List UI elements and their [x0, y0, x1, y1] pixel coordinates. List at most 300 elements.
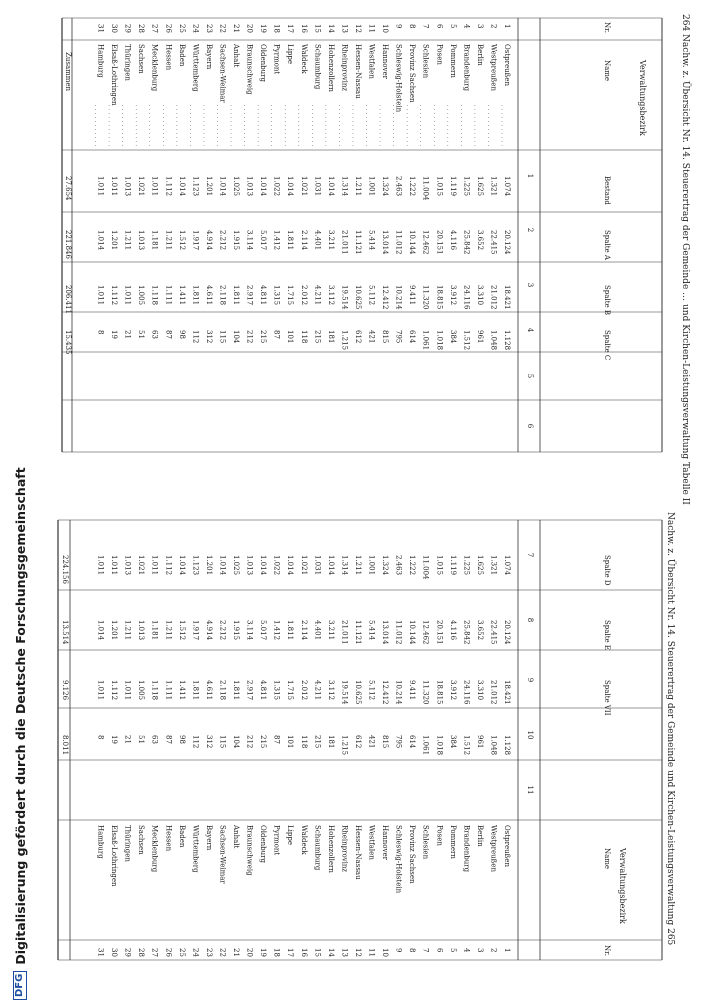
row-number: 16: [299, 948, 308, 957]
cell-value: 22.415: [489, 230, 498, 255]
row-number: 18: [272, 948, 281, 957]
cell-value: 12.462: [421, 620, 430, 645]
row-number: 21: [232, 948, 241, 957]
column-subheader: Nr.: [603, 22, 611, 33]
cell-value: 1.917: [191, 230, 200, 251]
cell-value: 2.917: [245, 285, 254, 306]
cell-value: 3.114: [245, 230, 254, 251]
row-name: Hannover: [381, 44, 390, 79]
row-number: 17: [286, 948, 295, 957]
cell-value: 1.014: [259, 176, 268, 197]
cell-value: 1.119: [448, 176, 457, 197]
row-number: 3: [475, 948, 484, 953]
cell-value: 1.201: [110, 230, 119, 251]
row-number: 20: [245, 948, 254, 957]
row-name: Pyrmont: [272, 44, 281, 75]
cell-value: 1.915: [232, 230, 241, 251]
cell-value: 1.014: [326, 176, 335, 197]
cell-value: 1.811: [286, 620, 295, 641]
row-number: 9: [394, 24, 403, 29]
cell-value: 21: [123, 330, 132, 339]
cell-value: 1.011: [96, 176, 105, 197]
cell-value: 1.014: [326, 555, 335, 576]
cell-value: 1.011: [96, 680, 105, 701]
row-name: Sachsen: [137, 44, 146, 74]
row-name: Hohenzollern: [326, 44, 335, 92]
table-row: [286, 555, 294, 957]
cell-value: 13.014: [381, 620, 390, 645]
cell-value: 12.462: [421, 230, 430, 255]
table-row: [326, 24, 335, 343]
table-row: [475, 24, 484, 343]
cell-value: 1.048: [489, 330, 498, 351]
cell-value: 1.111: [164, 285, 173, 306]
table-row: [434, 24, 443, 350]
cell-value: 1.112: [164, 176, 173, 197]
cell-value: 312: [204, 735, 213, 749]
row-number: 18: [272, 24, 281, 33]
cell-value: 1.013: [245, 176, 254, 197]
row-number: 14: [326, 24, 335, 33]
total-value: 221.846: [64, 230, 72, 259]
cell-value: 1.201: [204, 176, 213, 197]
cell-value: 1.811: [191, 680, 200, 701]
cell-value: 1.014: [218, 555, 227, 576]
cell-value: 1.211: [353, 555, 362, 576]
total-value: 8.011: [61, 735, 69, 756]
table-row: [340, 555, 348, 957]
column-number: 1: [526, 173, 534, 179]
cell-value: 8: [96, 735, 105, 740]
cell-value: 1.215: [340, 735, 349, 756]
cell-value: 1.211: [164, 230, 173, 251]
table-row: [218, 555, 226, 957]
cell-value: 4.914: [204, 230, 213, 251]
row-number: 19: [259, 24, 268, 33]
table-row: [461, 24, 470, 350]
total-value: 9.126: [61, 680, 69, 701]
cell-value: 24.116: [462, 680, 471, 705]
row-number: 1: [503, 948, 511, 953]
cell-value: 1.211: [123, 230, 132, 251]
row-name: Hamburg: [96, 44, 105, 78]
row-name: Baden: [177, 44, 186, 67]
table-row: [489, 555, 497, 952]
cell-value: 20.151: [435, 620, 444, 645]
cell-value: 87: [272, 330, 281, 339]
cell-value: 1.025: [232, 176, 241, 197]
cell-value: 1.011: [150, 555, 159, 576]
cell-value: 1.014: [286, 555, 295, 576]
row-number: 14: [326, 948, 335, 957]
cell-value: 10.214: [394, 680, 403, 705]
cell-value: 21.012: [489, 680, 498, 705]
cell-value: 1.412: [272, 620, 281, 641]
row-number: 3: [475, 24, 484, 29]
row-number: 28: [137, 948, 146, 957]
cell-value: 1.112: [164, 555, 173, 576]
cell-value: 112: [191, 735, 200, 749]
row-name: Schaumburg: [313, 44, 322, 90]
table-row: [476, 555, 484, 952]
cell-value: 795: [394, 735, 403, 749]
table-row: [178, 555, 186, 957]
row-number: 29: [123, 24, 132, 33]
row-number: 30: [110, 948, 119, 957]
cell-value: 1.005: [137, 285, 146, 306]
row-name: Provinz Sachsen: [408, 44, 417, 103]
row-name: Westfalen: [367, 825, 376, 860]
column-header-bezirk: Verwaltungsbezirk: [638, 60, 647, 136]
row-name: Hessen-Nassau: [353, 44, 362, 99]
table-row: [502, 24, 511, 350]
cell-value: 1.119: [448, 555, 457, 576]
row-name: Elsaß-Lothringen: [110, 825, 119, 887]
row-number: 28: [137, 24, 146, 33]
row-name: Braunschweig: [245, 825, 254, 876]
cell-value: 1.211: [164, 620, 173, 641]
row-number: 4: [462, 948, 471, 953]
cell-value: 612: [353, 330, 362, 344]
cell-value: 4.401: [313, 230, 322, 251]
table-row: [217, 24, 226, 343]
cell-value: 3.652: [475, 620, 484, 641]
cell-value: 181: [326, 330, 335, 344]
cell-value: 1.225: [462, 176, 471, 197]
row-number: 29: [123, 948, 132, 957]
row-number: 26: [164, 948, 173, 957]
cell-value: 118: [299, 735, 308, 749]
table-row: [205, 555, 213, 957]
cell-value: 87: [164, 735, 173, 744]
cell-value: 5.414: [367, 230, 376, 251]
cell-value: 1.321: [489, 555, 498, 576]
cell-value: 215: [259, 735, 268, 749]
row-name: Pyrmont: [272, 825, 281, 856]
row-number: 12: [353, 24, 362, 33]
row-name: Posen: [435, 44, 444, 65]
table-row: [300, 555, 308, 957]
cell-value: 115: [218, 735, 227, 749]
cell-value: 1.512: [462, 330, 471, 351]
column-subheader: Name: [603, 848, 611, 870]
table-row: [177, 24, 186, 339]
cell-value: 51: [137, 735, 146, 744]
cell-value: 1.811: [191, 285, 200, 306]
cell-value: 4.116: [448, 230, 457, 251]
funding-note: Digitalisierung gefördert durch die Deutsche Forschungsgemeinschaft: [12, 467, 28, 965]
cell-value: 1.811: [232, 680, 241, 701]
table-row: [353, 24, 362, 343]
cell-value: 11.121: [353, 230, 362, 255]
cell-value: 1.181: [150, 620, 159, 641]
row-name: Hessen-Nassau: [353, 825, 362, 880]
cell-value: 421: [367, 735, 376, 749]
cell-value: 11.012: [394, 230, 403, 255]
row-name: Berlin: [475, 825, 484, 847]
cell-value: 1.112: [110, 285, 119, 306]
row-name: Schlesien: [421, 825, 430, 860]
row-name: Schlesien: [421, 44, 430, 79]
cell-value: 25.842: [462, 620, 471, 645]
cell-value: 421: [367, 330, 376, 344]
row-name: Berlin: [475, 44, 484, 66]
cell-value: 1.001: [367, 176, 376, 197]
cell-value: 63: [150, 735, 159, 744]
cell-value: 101: [286, 735, 295, 749]
column-number: 10: [526, 730, 534, 740]
column-header-bezirk: Verwaltungsbezirk: [618, 848, 627, 924]
table-row: [151, 555, 159, 957]
cell-value: 2.463: [394, 555, 403, 576]
row-number: 19: [259, 948, 268, 957]
cell-value: 4.401: [313, 620, 322, 641]
row-name: Anhalt: [232, 825, 241, 849]
row-name: Württemberg: [191, 825, 200, 873]
cell-value: 1.123: [191, 176, 200, 197]
cell-value: 12.412: [381, 285, 390, 310]
table-row: [449, 555, 457, 952]
cell-value: 1.021: [137, 555, 146, 576]
row-name: Bayern: [204, 44, 213, 70]
row-number: 10: [381, 24, 390, 33]
cell-value: 1.211: [353, 176, 362, 197]
cell-value: 20.151: [435, 230, 444, 255]
cell-value: 4.811: [259, 285, 268, 306]
cell-value: 212: [245, 735, 254, 749]
cell-value: 10.144: [408, 620, 417, 645]
cell-value: 1.018: [435, 735, 444, 756]
row-name: Hessen: [164, 44, 173, 71]
row-number: 26: [164, 24, 173, 33]
row-name: Pommern: [448, 44, 457, 78]
cell-value: 3.310: [475, 285, 484, 306]
cell-value: 4.116: [448, 620, 457, 641]
table-row: [368, 555, 376, 957]
cell-value: 3.114: [245, 620, 254, 641]
column-subheader: Spalte A: [603, 230, 611, 260]
table-page-265: [58, 512, 677, 960]
column-number: 11: [526, 785, 534, 795]
row-name: Schaumburg: [313, 825, 322, 871]
cell-value: 4.811: [259, 680, 268, 701]
cell-value: 2.118: [218, 285, 227, 306]
cell-value: 215: [313, 735, 322, 749]
column-subheader: Bestand: [603, 176, 611, 205]
column-subheader: Spalte D: [603, 555, 611, 586]
row-number: 25: [177, 948, 186, 957]
row-name: Waldeck: [299, 825, 308, 855]
row-name: Sachsen-Weimar: [218, 44, 227, 103]
row-name: Hannover: [381, 825, 390, 860]
total-value: 27.654: [64, 176, 72, 201]
table-row: [259, 555, 267, 957]
table-row: [422, 555, 430, 952]
cell-value: 1.118: [150, 285, 159, 306]
column-subheader: Spalte VII: [603, 680, 611, 716]
cell-value: 1.315: [272, 680, 281, 701]
column-subheader: Spalte E: [603, 620, 611, 650]
column-number: 6: [526, 423, 534, 429]
cell-value: 5.112: [367, 285, 376, 306]
column-subheader: Spalte B: [603, 285, 611, 316]
cell-value: 4.611: [204, 285, 213, 306]
cell-value: 1.015: [435, 555, 444, 576]
cell-value: 5.017: [259, 620, 268, 641]
table-row: [448, 24, 457, 344]
cell-value: 2.114: [299, 620, 308, 641]
table-row: [272, 24, 281, 339]
cell-value: 961: [475, 735, 484, 749]
table-row: [150, 24, 159, 339]
row-name: Oldenburg: [259, 44, 268, 82]
row-number: 1: [503, 24, 511, 29]
cell-value: 181: [326, 735, 335, 749]
row-number: 23: [204, 24, 213, 33]
cell-value: 1.411: [177, 680, 186, 701]
row-number: 10: [381, 948, 390, 957]
row-number: 22: [218, 948, 227, 957]
cell-value: 1.022: [272, 555, 281, 576]
cell-value: 1.014: [177, 176, 186, 197]
table-row: [313, 555, 321, 957]
cell-value: 104: [232, 735, 241, 749]
cell-value: 19: [110, 735, 119, 744]
cell-value: 1.411: [177, 285, 186, 306]
column-number: 7: [526, 552, 534, 558]
row-name: Braunschweig: [245, 44, 254, 95]
table-row: [191, 555, 199, 957]
row-name: Hohenzollern: [326, 825, 335, 873]
table-row: [435, 555, 443, 953]
table-row: [190, 24, 199, 343]
cell-value: 1.625: [475, 555, 484, 576]
cell-value: 614: [408, 735, 417, 749]
cell-value: 1.011: [96, 555, 105, 576]
table-row: [258, 24, 267, 343]
cell-value: 3.912: [448, 285, 457, 306]
cell-value: 21.011: [340, 230, 349, 255]
table-row: [245, 24, 254, 343]
table-row: [96, 24, 105, 334]
cell-value: 20.124: [503, 230, 511, 255]
table-row: [408, 555, 416, 952]
row-number: 20: [245, 24, 254, 33]
row-number: 31: [96, 24, 105, 33]
total-value: 206.411: [64, 285, 72, 314]
row-name: Westpreußen: [489, 44, 498, 91]
table-row: [339, 24, 348, 350]
row-name: Württemberg: [191, 44, 200, 92]
column-number: 5: [526, 373, 534, 379]
row-name: Sachsen-Weimar: [218, 825, 227, 884]
cell-value: 19: [110, 330, 119, 339]
row-name: Lippe: [286, 825, 295, 845]
cell-value: 11.121: [353, 620, 362, 645]
cell-value: 1.011: [110, 176, 119, 197]
row-number: 17: [286, 24, 295, 33]
cell-value: 1.031: [313, 176, 322, 197]
row-number: 11: [367, 948, 376, 957]
table-row: [312, 24, 321, 343]
row-name: Oldenburg: [259, 825, 268, 863]
row-number: 7: [421, 948, 430, 953]
cell-value: 98: [177, 330, 186, 339]
dfg-logo: DFG: [13, 971, 27, 1000]
cell-value: 3.652: [475, 230, 484, 251]
cell-value: 2.463: [394, 176, 403, 197]
cell-value: 11.012: [394, 620, 403, 645]
column-number: 3: [526, 282, 534, 288]
column-subheader: Nr.: [603, 945, 611, 956]
table-row: [204, 24, 213, 343]
cell-value: 9.411: [408, 285, 417, 306]
total-value: 224.156: [61, 555, 69, 584]
row-number: 9: [394, 948, 403, 953]
cell-value: 3.211: [326, 620, 335, 641]
table-row: [367, 24, 376, 343]
table-row: [232, 555, 240, 957]
table-row: [137, 555, 145, 957]
row-number: 7: [421, 24, 430, 29]
cell-value: 1.324: [381, 176, 390, 197]
cell-value: 1.011: [123, 285, 132, 306]
cell-value: 612: [353, 735, 362, 749]
cell-value: 1.315: [272, 285, 281, 306]
cell-value: 1.074: [503, 176, 511, 197]
row-number: 24: [191, 948, 200, 957]
cell-value: 12.412: [381, 680, 390, 705]
cell-value: 1.021: [299, 555, 308, 576]
cell-value: 3.912: [448, 680, 457, 701]
row-number: 11: [367, 24, 376, 33]
cell-value: 1.201: [110, 620, 119, 641]
cell-value: 1.001: [367, 555, 376, 576]
cell-value: 1.014: [218, 176, 227, 197]
table-row: [109, 24, 118, 339]
row-number: 12: [353, 948, 362, 957]
cell-value: 3.112: [326, 285, 335, 306]
cell-value: 1.074: [503, 555, 511, 576]
table-row: [164, 555, 172, 957]
cell-value: 5.414: [367, 620, 376, 641]
column-number: 2: [526, 227, 534, 233]
cell-value: 1.222: [408, 176, 417, 197]
cell-value: 1.811: [232, 285, 241, 306]
cell-value: 21.011: [340, 620, 349, 645]
cell-value: 795: [394, 330, 403, 344]
table-row: [231, 24, 240, 344]
cell-value: 1.512: [177, 230, 186, 251]
cell-value: 2.012: [299, 285, 308, 306]
cell-value: 1.013: [123, 176, 132, 197]
column-number: 9: [526, 677, 534, 683]
cell-value: 1.011: [123, 680, 132, 701]
cell-value: 13.014: [381, 230, 390, 255]
cell-value: 2.917: [245, 680, 254, 701]
column-subheader: Spalte C: [603, 330, 611, 361]
cell-value: 11.004: [421, 555, 430, 580]
table-row: [407, 24, 416, 344]
table-row: [273, 555, 281, 957]
row-number: 21: [232, 24, 241, 33]
table-row: [246, 555, 254, 957]
row-name: Westpreußen: [489, 825, 498, 872]
cell-value: 1.111: [164, 680, 173, 701]
page-header-265: Nachw. z. Übersicht Nr. 14. Steuerertrag der Gemeinde und Kirchen-Leistungsverwaltung 265: [665, 512, 675, 946]
row-number: 24: [191, 24, 200, 33]
total-value: 15.435: [64, 330, 72, 355]
